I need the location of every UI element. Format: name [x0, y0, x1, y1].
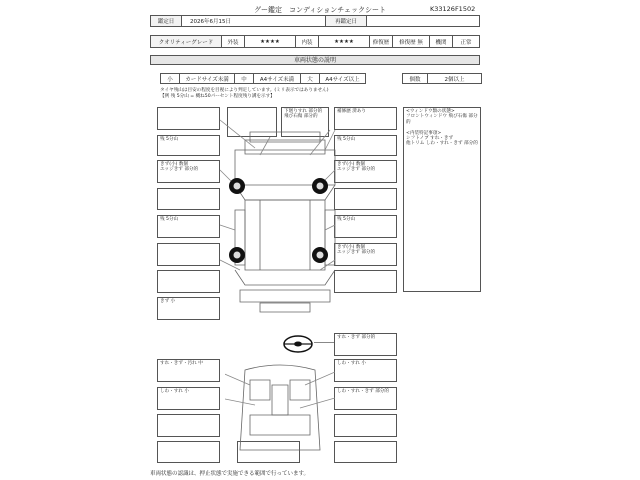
vehicle-exterior-diagram: [150, 100, 490, 330]
note-steering: すれ・きず 部分的: [337, 335, 376, 340]
diagram-front-seat-left: [250, 380, 270, 400]
note-int-left-1: すれ・きず・汚れ 中: [160, 361, 203, 366]
exterior-value: ★★★★: [245, 36, 296, 47]
count-label: 個数: [403, 74, 428, 83]
count-desc: 2個以上: [444, 76, 465, 83]
wheel-front-right-icon: [312, 178, 328, 194]
meta-row: [150, 15, 480, 27]
note-body-front-right: きず(小) 数個 エッジきず 部分的: [337, 162, 376, 173]
interior-label: 内装: [296, 36, 319, 47]
steering-wheel-icon: [282, 334, 314, 354]
vehicle-interior-diagram: [225, 360, 335, 460]
count-legend: [402, 73, 482, 84]
appraisal-date-value: 2026年6月15日: [182, 16, 326, 26]
note-int-right-2: しわ・すれ・きず 部分的: [337, 389, 389, 394]
sheet-title: グー鑑定 コンディションチェックシート: [253, 6, 387, 14]
note-body-rear-right: きず(小) 数個 エッジきず 部分的: [337, 245, 376, 256]
quality-label: クオリティーグレード: [151, 36, 222, 47]
size-legend: [160, 73, 366, 84]
note-tire-front-right: 残 5分山: [337, 137, 356, 142]
size-small-label: 小: [161, 74, 180, 83]
window-interior-notes: <ウィンドウ類の状態> フロントウィンドウ 飛び石傷 部分的 <内装特記事項> シフトノブ すれ・きず 他トリム しわ・すれ・きず 部分的: [406, 109, 478, 147]
appraisal-date-label: 鑑定日: [151, 16, 182, 26]
diagram-bumper: [250, 132, 320, 142]
note-box-int-left-1: [157, 359, 220, 382]
size-large-desc: A4サイズ以上: [325, 76, 360, 83]
diagram-cabin: [245, 200, 325, 270]
note-tire-rear-right: 残 5分山: [337, 217, 356, 222]
footer-note: 車両状態の認識は、押止状態で実施できる範囲で行っています。: [150, 471, 310, 477]
diagram-rear-seat: [250, 415, 310, 435]
repair-value: 修復歴 無: [393, 36, 430, 47]
note-box-int-right-4: [334, 441, 397, 463]
wheel-front-left-icon: [229, 178, 245, 194]
sheet-id: K33126F1502: [430, 5, 476, 13]
note-box-int-right-2: [334, 387, 397, 410]
exterior-label: 外装: [222, 36, 245, 47]
note-tire-front-left: 残 5分山: [160, 137, 179, 142]
note-tire-rear-left: 残 5分山: [160, 217, 179, 222]
note-box-int-left-3: [157, 414, 220, 437]
engine-label: 機関: [430, 36, 453, 47]
note-front-underbody: 下廻りすれ 部分的 飛び石傷 部分的: [284, 109, 323, 120]
tire-note: タイヤ残山は目安の程度を目視により判定しています。(ミリ表示ではありません): [160, 88, 329, 93]
diagram-front-seat-right: [290, 380, 310, 400]
note-box-int-left-4: [157, 441, 220, 463]
diagram-console: [272, 385, 288, 415]
section-title: 車両状態の説明: [150, 55, 480, 65]
note-box-int-right-3: [334, 414, 397, 437]
diagram-rear-bumper: [240, 290, 330, 302]
note-int-left-2: しわ・すれ 小: [160, 389, 190, 394]
size-medium-label: 中: [235, 74, 254, 83]
note-box-int-left-2: [157, 387, 220, 410]
note-box-int-right-1: [334, 359, 397, 382]
reappraisal-label: 再鑑定日: [326, 16, 367, 26]
size-medium-desc: A4サイズ未満: [254, 74, 301, 83]
engine-value: 正常: [460, 39, 472, 46]
reappraisal-value: [367, 16, 479, 26]
diagram-interior-outline: [240, 365, 320, 450]
size-large-label: 大: [301, 74, 320, 83]
wheel-rear-right-icon: [312, 247, 328, 263]
interior-value: ★★★★: [319, 36, 370, 47]
grade-row: [150, 35, 480, 48]
note-body-front-left: きず(小) 数個 エッジきず 部分的: [160, 162, 199, 173]
repair-label: 修復歴: [370, 36, 393, 47]
wheel-rear-left-icon: [229, 247, 245, 263]
note-rear-left: きず 小: [160, 299, 176, 304]
note-repair-history: 補修歴 済あり: [337, 109, 367, 114]
size-small-desc: カードサイズ未満: [180, 74, 235, 83]
steering-leader: [314, 342, 334, 343]
tire-example: 【例 残 5分山 = 概ね50パーセント程度残り溝を示す】: [160, 94, 275, 99]
note-int-right-1: しわ・すれ 小: [337, 361, 367, 366]
note-box-steering: [334, 333, 397, 356]
